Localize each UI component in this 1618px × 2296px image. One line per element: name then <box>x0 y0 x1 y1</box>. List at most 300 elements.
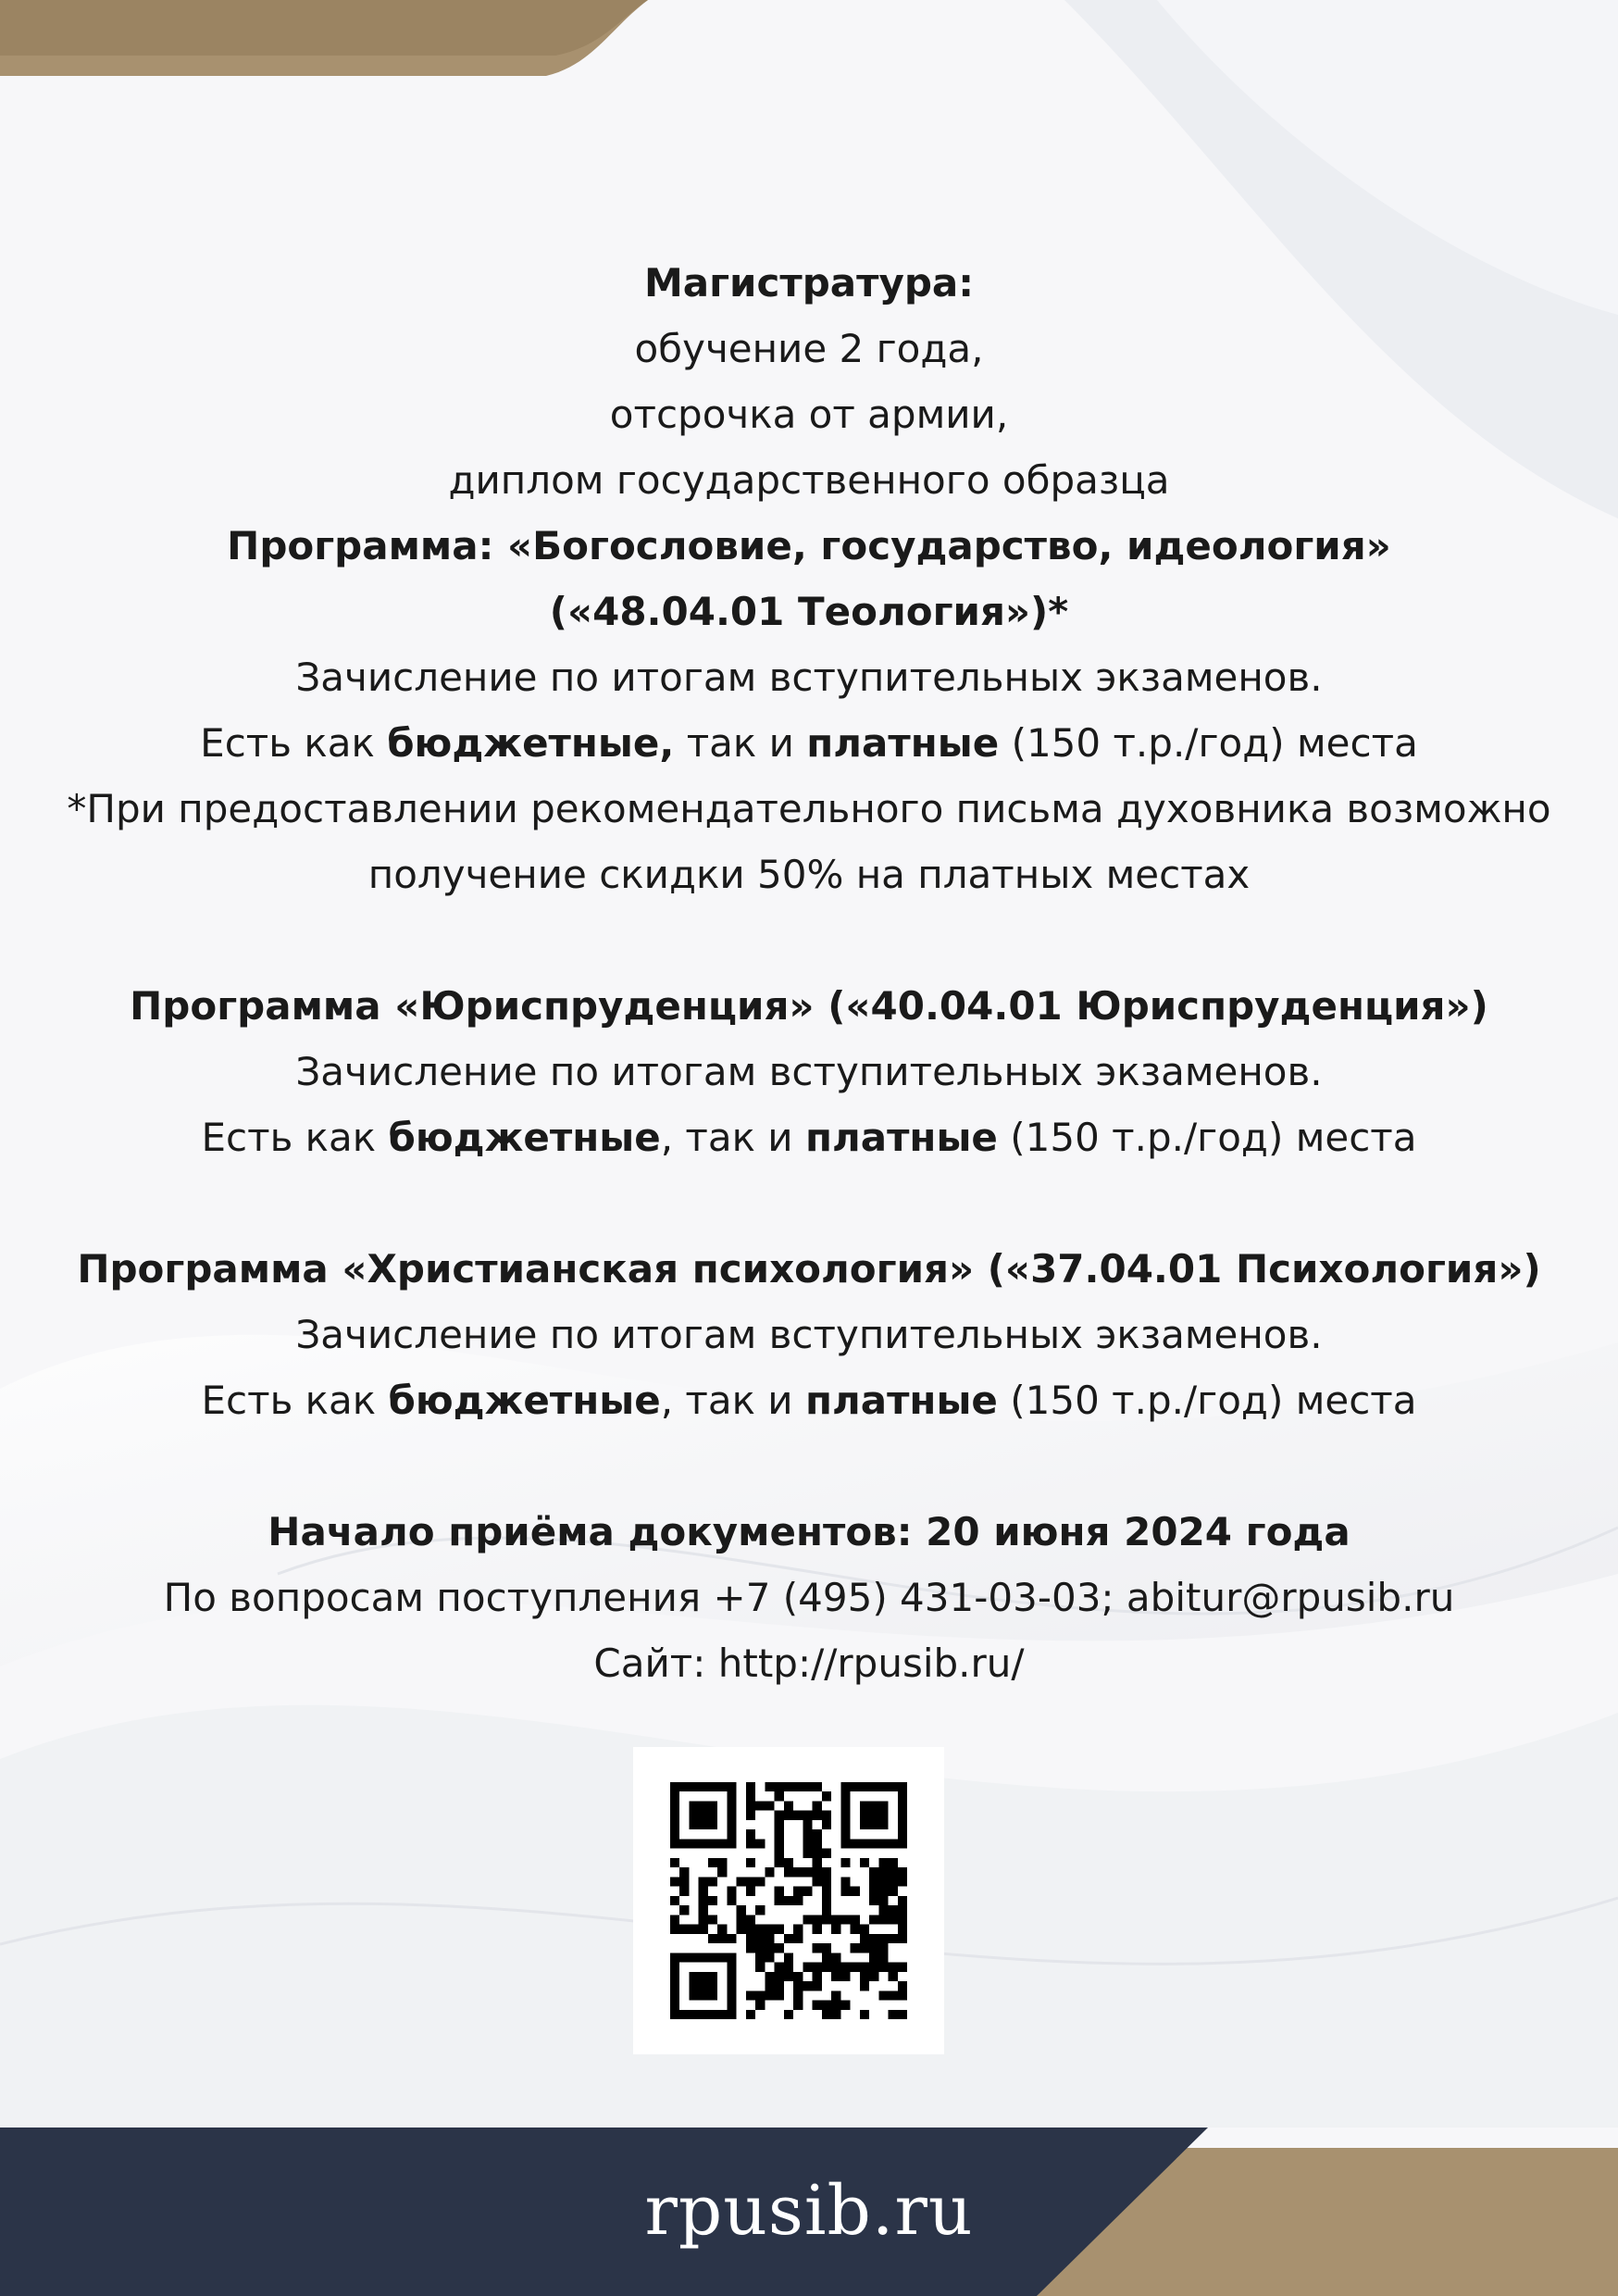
qr-module <box>765 1782 774 1791</box>
qr-module <box>840 1811 850 1820</box>
qr-module <box>775 1943 784 1953</box>
qr-module <box>889 1782 898 1791</box>
contact-info[interactable]: По вопросам поступления +7 (495) 431-03-03; abitur@rpusib.ru <box>163 1575 1455 1620</box>
qr-module <box>813 1811 822 1820</box>
qr-module <box>840 1858 850 1867</box>
qr-module <box>708 1877 717 1886</box>
qr-module <box>878 1782 888 1791</box>
qr-module <box>860 1934 869 1943</box>
qr-module <box>840 1915 850 1924</box>
qr-module <box>803 1811 812 1820</box>
main-content <box>56 250 1562 1696</box>
qr-module <box>717 1858 727 1867</box>
qr-module <box>708 1858 717 1867</box>
theology-seats <box>56 710 1562 776</box>
qr-module <box>775 1972 784 1981</box>
qr-module <box>813 1829 822 1839</box>
qr-module <box>898 1867 907 1877</box>
qr-module <box>878 1915 888 1924</box>
qr-module <box>670 1829 679 1839</box>
qr-module <box>813 1867 822 1877</box>
qr-module <box>670 2001 679 2010</box>
qr-module <box>717 1782 727 1791</box>
qr-module <box>840 1782 850 1791</box>
qr-module <box>670 1915 679 1924</box>
qr-module <box>670 1990 679 2000</box>
qr-module <box>699 1972 708 1981</box>
seats-mid: , так и <box>660 1378 805 1423</box>
qr-module <box>840 1963 850 1972</box>
qr-module <box>765 1801 774 1810</box>
qr-module <box>775 1829 784 1839</box>
site-link[interactable]: Сайт: http://rpusib.ru/ <box>593 1641 1025 1686</box>
qr-module <box>803 1963 812 1972</box>
qr-module <box>699 1811 708 1820</box>
qr-module <box>699 1839 708 1848</box>
law-admission: Зачисление по итогам вступительных экзаменов. <box>295 1049 1323 1094</box>
qr-module <box>822 1953 831 1962</box>
qr-module <box>784 1896 793 1905</box>
qr-module <box>746 1782 755 1791</box>
qr-module <box>689 1972 698 1981</box>
qr-module <box>727 1963 736 1972</box>
qr-module <box>822 1877 831 1886</box>
qr-module <box>755 1990 765 2000</box>
qr-module <box>708 2010 717 2019</box>
qr-module <box>737 1877 746 1886</box>
qr-module <box>860 1925 869 1934</box>
qr-module <box>869 1820 878 1829</box>
qr-module <box>755 1953 765 1962</box>
qr-module <box>746 1791 755 1801</box>
seats-mid: так и <box>674 720 807 766</box>
qr-module <box>727 1801 736 1810</box>
qr-module <box>727 1820 736 1829</box>
qr-module <box>755 1905 765 1915</box>
qr-module <box>746 1934 755 1943</box>
qr-module <box>851 1915 860 1924</box>
qr-module <box>822 1896 831 1905</box>
qr-module <box>869 1877 878 1886</box>
qr-module <box>813 1925 822 1934</box>
qr-module <box>727 2001 736 2010</box>
qr-module <box>765 1934 774 1943</box>
qr-module <box>869 1867 878 1877</box>
qr-module <box>813 1801 822 1810</box>
qr-module <box>755 1925 765 1934</box>
qr-module <box>755 1801 765 1810</box>
qr-module <box>699 1896 708 1905</box>
qr-module <box>765 1867 774 1877</box>
qr-module <box>699 1801 708 1810</box>
qr-module <box>860 1963 869 1972</box>
qr-module <box>869 1953 878 1962</box>
qr-module <box>737 1925 746 1934</box>
qr-module <box>889 1839 898 1848</box>
qr-module <box>784 1801 793 1810</box>
qr-module <box>708 1972 717 1981</box>
qr-module <box>822 1963 831 1972</box>
qr-module <box>898 1915 907 1924</box>
qr-module <box>784 1867 793 1877</box>
qr-module <box>793 1972 803 1981</box>
qr-module <box>793 1981 803 1990</box>
qr-module <box>727 1811 736 1820</box>
seats-suffix: (150 т.р./год) места <box>997 1378 1417 1423</box>
seats-prefix: Есть как <box>201 1115 389 1160</box>
qr-module <box>889 1915 898 1924</box>
qr-module <box>699 1887 708 1896</box>
qr-module <box>755 1934 765 1943</box>
qr-module <box>689 1953 698 1962</box>
qr-module <box>784 1972 793 1981</box>
qr-module <box>878 1934 888 1943</box>
qr-module <box>813 1915 822 1924</box>
intro-line-2: отсрочка от армии, <box>609 392 1009 437</box>
qr-module <box>699 1782 708 1791</box>
qr-module <box>822 1915 831 1924</box>
qr-module <box>708 1896 717 1905</box>
seats-paid: платные <box>806 720 1000 766</box>
qr-module <box>670 2010 679 2019</box>
qr-module <box>689 1801 698 1810</box>
qr-module <box>840 1839 850 1848</box>
qr-module <box>765 1925 774 1934</box>
qr-module <box>851 1782 860 1791</box>
seats-suffix: (150 т.р./год) места <box>999 720 1418 766</box>
qr-module <box>840 1877 850 1886</box>
qr-module <box>840 2001 850 2010</box>
qr-module <box>746 2010 755 2019</box>
page-heading: Магистратура: <box>643 260 975 306</box>
qr-module <box>784 1782 793 1791</box>
qr-module <box>775 1782 784 1791</box>
qr-module <box>860 1820 869 1829</box>
qr-module <box>775 1811 784 1820</box>
qr-module <box>840 1801 850 1810</box>
qr-module <box>679 1905 689 1915</box>
qr-module <box>889 1905 898 1915</box>
qr-module <box>840 1820 850 1829</box>
seats-budget: бюджетные <box>388 1115 661 1160</box>
qr-module <box>813 1782 822 1791</box>
qr-module <box>708 1915 717 1924</box>
qr-module <box>898 1801 907 1810</box>
qr-module <box>699 1981 708 1990</box>
qr-module <box>860 1981 869 1990</box>
qr-module <box>727 2010 736 2019</box>
qr-module <box>765 1953 774 1962</box>
qr-module <box>727 1990 736 2000</box>
qr-module <box>869 1801 878 1810</box>
qr-module <box>803 1981 812 1990</box>
qr-module <box>727 1953 736 1962</box>
qr-module <box>851 1887 860 1896</box>
admission-start: Начало приёма документов: 20 июня 2024 года <box>268 1509 1350 1554</box>
qr-module <box>755 1877 765 1886</box>
seats-suffix: (150 т.р./год) места <box>997 1115 1417 1160</box>
qr-module <box>822 1849 831 1858</box>
qr-module <box>898 2010 907 2019</box>
qr-module <box>878 1839 888 1848</box>
qr-module <box>898 1782 907 1791</box>
qr-module <box>822 1943 831 1953</box>
qr-module <box>727 1981 736 1990</box>
qr-module <box>869 1943 878 1953</box>
qr-module <box>813 1849 822 1858</box>
qr-module <box>878 1820 888 1829</box>
qr-module <box>813 1972 822 1981</box>
qr-module <box>889 1934 898 1943</box>
qr-module <box>793 1867 803 1877</box>
qr-module <box>898 1877 907 1886</box>
qr-module <box>689 1820 698 1829</box>
qr-module <box>746 1811 755 1820</box>
qr-module <box>689 1782 698 1791</box>
qr-module <box>869 1896 878 1905</box>
qr-module <box>898 1934 907 1943</box>
qr-module <box>746 1915 755 1924</box>
qr-module <box>889 2010 898 2019</box>
qr-module <box>755 1963 765 1972</box>
qr-module <box>860 1801 869 1810</box>
qr-module <box>737 1915 746 1924</box>
qr-module <box>840 1972 850 1981</box>
qr-module <box>869 1915 878 1924</box>
qr-module <box>775 1981 784 1990</box>
qr-module <box>670 1981 679 1990</box>
qr-module <box>746 1829 755 1839</box>
qr-module <box>793 1782 803 1791</box>
qr-module <box>860 1839 869 1848</box>
qr-module <box>784 1953 793 1962</box>
qr-module <box>831 1972 840 1981</box>
qr-module <box>727 1829 736 1839</box>
qr-module <box>878 1963 888 1972</box>
qr-module <box>813 1858 822 1867</box>
qr-module <box>889 1877 898 1886</box>
qr-module <box>775 1990 784 2000</box>
qr-module <box>851 1943 860 1953</box>
qr-module <box>746 1858 755 1867</box>
qr-module <box>746 1877 755 1886</box>
qr-module <box>878 1858 888 1867</box>
qr-module <box>793 1925 803 1934</box>
qr-module <box>898 1811 907 1820</box>
qr-module <box>689 1981 698 1990</box>
qr-module <box>670 1820 679 1829</box>
theology-admission: Зачисление по итогам вступительных экзаменов. <box>295 655 1323 700</box>
qr-module <box>689 1990 698 2000</box>
qr-module <box>717 1953 727 1962</box>
qr-module <box>670 1839 679 1848</box>
qr-module <box>860 1858 869 1867</box>
qr-module <box>775 1896 784 1905</box>
qr-module <box>775 1858 784 1867</box>
qr-module <box>775 1839 784 1848</box>
qr-module <box>822 1820 831 1829</box>
qr-code[interactable] <box>633 1747 944 2054</box>
qr-module <box>869 1934 878 1943</box>
qr-module <box>840 1829 850 1839</box>
qr-module <box>699 1820 708 1829</box>
seats-paid: платные <box>804 1115 998 1160</box>
qr-module <box>803 1849 812 1858</box>
qr-module <box>840 1887 850 1896</box>
qr-code-icon <box>670 1782 907 2019</box>
qr-module <box>679 1877 689 1886</box>
qr-module <box>717 2010 727 2019</box>
qr-module <box>878 1811 888 1820</box>
qr-module <box>803 1867 812 1877</box>
qr-module <box>793 1896 803 1905</box>
qr-module <box>727 1839 736 1848</box>
qr-module <box>670 1791 679 1801</box>
seats-mid: , так и <box>660 1115 805 1160</box>
qr-module <box>803 1820 812 1829</box>
qr-module <box>679 2010 689 2019</box>
qr-module <box>717 1925 727 1934</box>
qr-module <box>869 1963 878 1972</box>
qr-module <box>831 1915 840 1924</box>
qr-module <box>699 1925 708 1934</box>
qr-module <box>746 1943 755 1953</box>
qr-module <box>746 1887 755 1896</box>
qr-module <box>689 1925 698 1934</box>
qr-module <box>775 1791 784 1801</box>
qr-module <box>717 1867 727 1877</box>
qr-module <box>889 1963 898 1972</box>
psychology-title: Программа «Христианская психология» («37.04.01 Психология») <box>77 1246 1541 1292</box>
qr-module <box>708 1934 717 1943</box>
qr-module <box>775 1925 784 1934</box>
qr-module <box>699 1877 708 1886</box>
qr-module <box>840 1791 850 1801</box>
qr-module <box>670 1877 679 1886</box>
qr-module <box>670 1963 679 1972</box>
qr-module <box>878 1877 888 1886</box>
qr-module <box>831 2001 840 2010</box>
qr-module <box>898 1829 907 1839</box>
qr-module <box>831 1963 840 1972</box>
qr-module <box>889 1867 898 1877</box>
seats-budget: бюджетные <box>388 1378 661 1423</box>
qr-module <box>727 1887 736 1896</box>
qr-module <box>878 1867 888 1877</box>
psychology-admission: Зачисление по итогам вступительных экзаменов. <box>295 1312 1323 1357</box>
qr-module <box>878 1887 888 1896</box>
qr-module <box>765 1990 774 2000</box>
qr-module <box>784 1934 793 1943</box>
qr-module <box>860 1782 869 1791</box>
qr-module <box>679 1887 689 1896</box>
qr-module <box>670 1811 679 1820</box>
theology-note-1: *При предоставлении рекомендательного письма духовника возможно <box>67 786 1551 831</box>
qr-module <box>746 1839 755 1848</box>
qr-module <box>878 1943 888 1953</box>
qr-module <box>878 1990 888 2000</box>
qr-module <box>708 1782 717 1791</box>
qr-module <box>784 1963 793 1972</box>
qr-module <box>898 1905 907 1915</box>
qr-module <box>708 1981 717 1990</box>
qr-module <box>898 1820 907 1829</box>
law-seats <box>56 1104 1562 1170</box>
qr-module <box>898 1791 907 1801</box>
qr-module <box>670 1896 679 1905</box>
qr-module <box>869 1887 878 1896</box>
qr-module <box>670 1801 679 1810</box>
qr-module <box>831 1953 840 1962</box>
qr-module <box>679 1839 689 1848</box>
qr-module <box>708 1801 717 1810</box>
qr-module <box>889 1858 898 1867</box>
qr-module <box>869 1811 878 1820</box>
qr-module <box>813 2001 822 2010</box>
qr-module <box>699 2010 708 2019</box>
qr-module <box>813 1943 822 1953</box>
qr-module <box>679 1867 689 1877</box>
qr-module <box>793 1887 803 1896</box>
qr-module <box>746 1990 755 2000</box>
qr-module <box>889 1990 898 2000</box>
qr-module <box>689 2010 698 2019</box>
qr-module <box>784 1858 793 1867</box>
qr-module <box>878 1896 888 1905</box>
qr-module <box>670 1972 679 1981</box>
law-title: Программа «Юриспруденция» («40.04.01 Юриспруденция») <box>130 983 1488 1029</box>
qr-module <box>775 1849 784 1858</box>
footer-brand[interactable]: rpusib.ru <box>644 2171 974 2251</box>
qr-module <box>860 1811 869 1820</box>
qr-module <box>708 1820 717 1829</box>
qr-module <box>746 1801 755 1810</box>
qr-module <box>708 1811 717 1820</box>
qr-module <box>831 1925 840 1934</box>
qr-module <box>869 1972 878 1981</box>
qr-module <box>727 1782 736 1791</box>
qr-module <box>765 1943 774 1953</box>
qr-module <box>727 1896 736 1905</box>
qr-module <box>699 1915 708 1924</box>
theology-note-2: получение скидки 50% на платных местах <box>367 852 1251 897</box>
qr-module <box>822 1887 831 1896</box>
qr-module <box>727 1972 736 1981</box>
qr-module <box>755 1943 765 1953</box>
qr-module <box>860 2010 869 2019</box>
gold-corner-shape <box>0 0 666 83</box>
qr-module <box>813 1839 822 1848</box>
qr-module <box>689 1839 698 1848</box>
qr-module <box>670 1953 679 1962</box>
qr-module <box>822 1791 831 1801</box>
qr-module <box>793 1811 803 1820</box>
qr-module <box>822 2010 831 2019</box>
qr-module <box>784 1811 793 1820</box>
qr-module <box>765 1972 774 1981</box>
qr-module <box>699 1905 708 1915</box>
qr-module <box>898 1925 907 1934</box>
qr-module <box>755 1839 765 1848</box>
qr-module <box>889 1972 898 1981</box>
qr-module <box>679 1925 689 1934</box>
qr-module <box>670 1858 679 1867</box>
qr-module <box>851 1963 860 1972</box>
qr-module <box>889 1887 898 1896</box>
qr-module <box>822 1811 831 1820</box>
seats-budget: бюджетные, <box>387 720 675 766</box>
qr-module <box>679 1953 689 1962</box>
